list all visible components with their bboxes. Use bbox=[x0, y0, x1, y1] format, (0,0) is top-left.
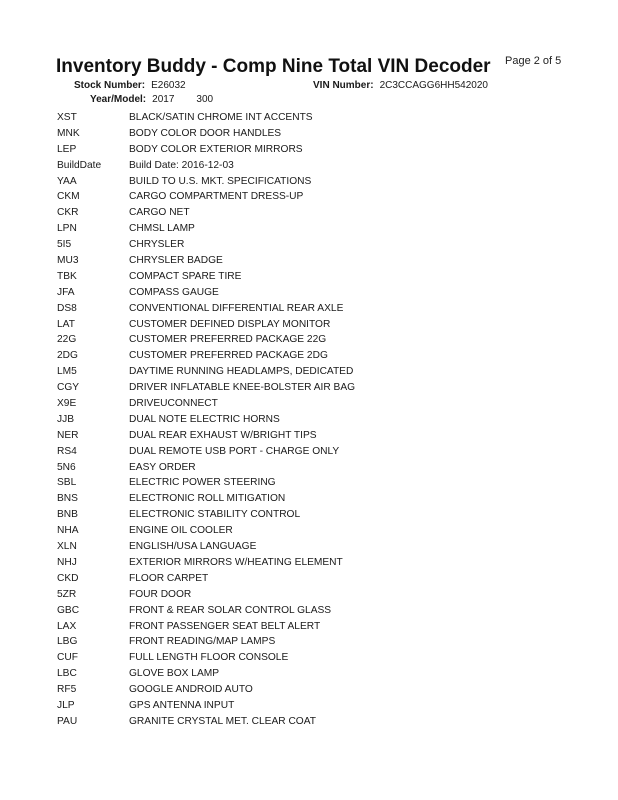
option-code: TBK bbox=[57, 270, 77, 282]
option-code: YAA bbox=[57, 175, 77, 187]
option-code: LEP bbox=[57, 143, 77, 155]
page-number: Page 2 of 5 bbox=[505, 55, 562, 67]
list-item bbox=[0, 666, 618, 682]
vin-number bbox=[313, 80, 488, 91]
list-item bbox=[0, 634, 618, 650]
option-code: CKM bbox=[57, 191, 80, 203]
option-description: CHRYSLER BADGE bbox=[129, 255, 223, 267]
list-item bbox=[0, 348, 618, 364]
list-item bbox=[0, 603, 618, 619]
vin-number-value: 2C3CCAGG6HH542020 bbox=[379, 80, 488, 91]
list-item bbox=[0, 555, 618, 571]
list-item bbox=[0, 285, 618, 301]
list-item bbox=[0, 475, 618, 491]
option-description: ELECTRIC POWER STEERING bbox=[129, 477, 276, 489]
list-item bbox=[0, 587, 618, 603]
option-code: JLP bbox=[57, 699, 75, 711]
list-item bbox=[0, 682, 618, 698]
list-item bbox=[0, 444, 618, 460]
option-description: Build Date: 2016-12-03 bbox=[129, 159, 234, 171]
option-description: CUSTOMER PREFERRED PACKAGE 22G bbox=[129, 334, 327, 346]
list-item bbox=[0, 698, 618, 714]
option-code: LAX bbox=[57, 620, 77, 632]
option-description: ELECTRONIC ROLL MITIGATION bbox=[129, 493, 286, 505]
list-item bbox=[0, 523, 618, 539]
list-item bbox=[0, 301, 618, 317]
list-item bbox=[0, 317, 618, 333]
option-description: ENGINE OIL COOLER bbox=[129, 525, 233, 537]
option-description: FRONT PASSENGER SEAT BELT ALERT bbox=[129, 620, 321, 632]
option-description: GRANITE CRYSTAL MET. CLEAR COAT bbox=[129, 715, 316, 727]
option-description: GLOVE BOX LAMP bbox=[129, 668, 220, 680]
option-code: JFA bbox=[57, 286, 75, 298]
option-code-list bbox=[0, 110, 618, 730]
option-description: CUSTOMER PREFERRED PACKAGE 2DG bbox=[129, 350, 328, 362]
option-description: DUAL NOTE ELECTRIC HORNS bbox=[129, 413, 280, 425]
list-item bbox=[0, 332, 618, 348]
option-code: CUF bbox=[57, 652, 78, 664]
option-code: DS8 bbox=[57, 302, 77, 314]
option-code: LPN bbox=[57, 223, 77, 235]
option-description: BLACK/SATIN CHROME INT ACCENTS bbox=[129, 112, 313, 123]
option-description: GOOGLE ANDROID AUTO bbox=[129, 684, 253, 696]
list-item bbox=[0, 619, 618, 635]
model-value: 300 bbox=[196, 94, 214, 105]
list-item bbox=[0, 174, 618, 190]
option-description: ENGLISH/USA LANGUAGE bbox=[129, 541, 257, 553]
year-model-label: Year/Model: bbox=[90, 94, 147, 105]
option-code: 5I5 bbox=[57, 239, 72, 251]
option-code: 2DG bbox=[57, 350, 78, 362]
list-item bbox=[0, 189, 618, 205]
list-item bbox=[0, 396, 618, 412]
option-description: ELECTRONIC STABILITY CONTROL bbox=[129, 509, 301, 521]
option-code: MNK bbox=[57, 127, 80, 139]
option-description: COMPACT SPARE TIRE bbox=[129, 270, 242, 282]
list-item bbox=[0, 714, 618, 730]
option-code: CKR bbox=[57, 207, 79, 219]
list-item bbox=[0, 507, 618, 523]
option-description: DUAL REAR EXHAUST W/BRIGHT TIPS bbox=[129, 429, 317, 441]
option-description: DRIVER INFLATABLE KNEE-BOLSTER AIR BAG bbox=[129, 382, 356, 394]
list-item bbox=[0, 428, 618, 444]
option-description: CONVENTIONAL DIFFERENTIAL REAR AXLE bbox=[129, 302, 344, 314]
option-code: 22G bbox=[57, 334, 77, 346]
option-description: CUSTOMER DEFINED DISPLAY MONITOR bbox=[129, 318, 331, 330]
option-description: FOUR DOOR bbox=[129, 588, 192, 600]
option-code: RF5 bbox=[57, 684, 77, 696]
option-code: BNB bbox=[57, 509, 78, 521]
option-description: DRIVEUCONNECT bbox=[129, 398, 218, 410]
document-title: Inventory Buddy - Comp Nine Total VIN Decoder bbox=[56, 56, 491, 77]
vin-number-label: VIN Number: bbox=[313, 80, 374, 91]
option-description: FRONT READING/MAP LAMPS bbox=[129, 636, 276, 648]
option-code: XST bbox=[57, 112, 77, 123]
option-code: X9E bbox=[57, 398, 77, 410]
option-code: NHJ bbox=[57, 556, 77, 568]
option-description: DAYTIME RUNNING HEADLAMPS, DEDICATED bbox=[129, 366, 354, 378]
option-code: SBL bbox=[57, 477, 77, 489]
option-description: BODY COLOR DOOR HANDLES bbox=[129, 127, 282, 139]
option-code: NHA bbox=[57, 525, 79, 537]
stock-number-value: E26032 bbox=[151, 80, 186, 91]
stock-number bbox=[74, 80, 186, 91]
list-item bbox=[0, 126, 618, 142]
option-code: LBC bbox=[57, 668, 77, 680]
list-item bbox=[0, 539, 618, 555]
option-description: GPS ANTENNA INPUT bbox=[129, 699, 235, 711]
year-value: 2017 bbox=[152, 94, 175, 105]
list-item bbox=[0, 412, 618, 428]
option-code: BNS bbox=[57, 493, 78, 505]
option-description: BUILD TO U.S. MKT. SPECIFICATIONS bbox=[129, 175, 312, 187]
list-item bbox=[0, 491, 618, 507]
option-description: BODY COLOR EXTERIOR MIRRORS bbox=[129, 143, 303, 155]
option-code: 5ZR bbox=[57, 588, 77, 600]
list-item bbox=[0, 571, 618, 587]
option-code: JJB bbox=[57, 413, 74, 425]
option-code: XLN bbox=[57, 541, 77, 553]
option-description: CHMSL LAMP bbox=[129, 223, 195, 235]
option-description: DUAL REMOTE USB PORT - CHARGE ONLY bbox=[129, 445, 340, 457]
option-code: LAT bbox=[57, 318, 75, 330]
option-description: FULL LENGTH FLOOR CONSOLE bbox=[129, 652, 289, 664]
option-code: CGY bbox=[57, 382, 80, 394]
list-item bbox=[0, 460, 618, 476]
option-description: EASY ORDER bbox=[129, 461, 196, 473]
option-description: COMPASS GAUGE bbox=[129, 286, 219, 298]
option-code: PAU bbox=[57, 715, 78, 727]
list-item bbox=[0, 269, 618, 285]
list-item bbox=[0, 205, 618, 221]
option-description: EXTERIOR MIRRORS W/HEATING ELEMENT bbox=[129, 556, 343, 568]
option-code: LM5 bbox=[57, 366, 77, 378]
option-code: GBC bbox=[57, 604, 80, 616]
year-model bbox=[90, 94, 213, 105]
list-item bbox=[0, 158, 618, 174]
option-description: CARGO COMPARTMENT DRESS-UP bbox=[129, 191, 304, 203]
list-item bbox=[0, 142, 618, 158]
list-item bbox=[0, 380, 618, 396]
option-code: LBG bbox=[57, 636, 78, 648]
option-code: MU3 bbox=[57, 255, 79, 267]
option-description: FLOOR CARPET bbox=[129, 572, 209, 584]
list-item bbox=[0, 110, 618, 126]
option-description: CHRYSLER bbox=[129, 239, 185, 251]
option-code: BuildDate bbox=[57, 159, 102, 171]
list-item bbox=[0, 650, 618, 666]
option-description: CARGO NET bbox=[129, 207, 190, 219]
option-description: FRONT & REAR SOLAR CONTROL GLASS bbox=[129, 604, 332, 616]
list-item bbox=[0, 253, 618, 269]
list-item bbox=[0, 221, 618, 237]
list-item bbox=[0, 237, 618, 253]
stock-number-label: Stock Number: bbox=[74, 80, 146, 91]
option-code: RS4 bbox=[57, 445, 77, 457]
list-item bbox=[0, 364, 618, 380]
option-code: CKD bbox=[57, 572, 79, 584]
option-code: NER bbox=[57, 429, 79, 441]
option-code: 5N6 bbox=[57, 461, 76, 473]
